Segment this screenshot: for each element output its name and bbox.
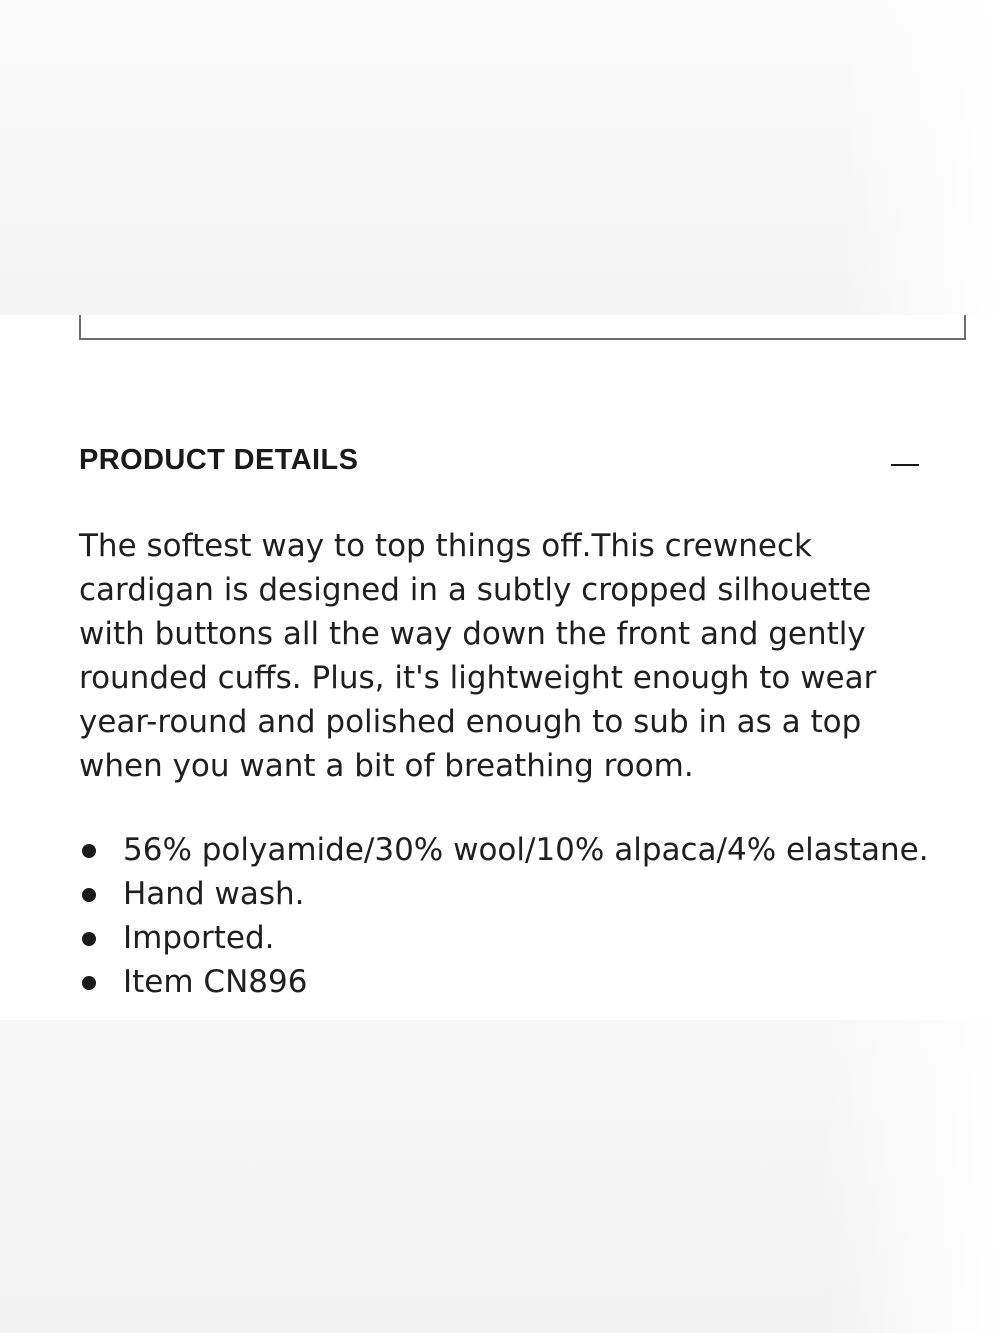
product-details-header[interactable] bbox=[79, 440, 919, 480]
product-details-list bbox=[79, 828, 939, 1000]
product-description: The softest way to top things off.This crewneck cardigan is designed in a subtly cropped silhouette with buttons all the way down the front and gently rounded cuffs. Plus, it's lightweight enough to wear year-round and polished enough to sub in as a top when you want a bit of breathing room. bbox=[79, 528, 877, 784]
minus-icon[interactable] bbox=[891, 446, 919, 474]
bottom-blurred-region bbox=[0, 1020, 1000, 1333]
top-blurred-region bbox=[0, 0, 1000, 315]
list-item: Item CN896 bbox=[79, 960, 939, 976]
list-item: Hand wash. bbox=[79, 872, 939, 916]
list-item: 56% polyamide/30% wool/10% alpaca/4% elastane. bbox=[79, 828, 939, 872]
product-details-title: PRODUCT DETAILS bbox=[79, 443, 359, 476]
list-item: Imported. bbox=[79, 916, 939, 960]
selection-box-outline bbox=[79, 315, 966, 340]
